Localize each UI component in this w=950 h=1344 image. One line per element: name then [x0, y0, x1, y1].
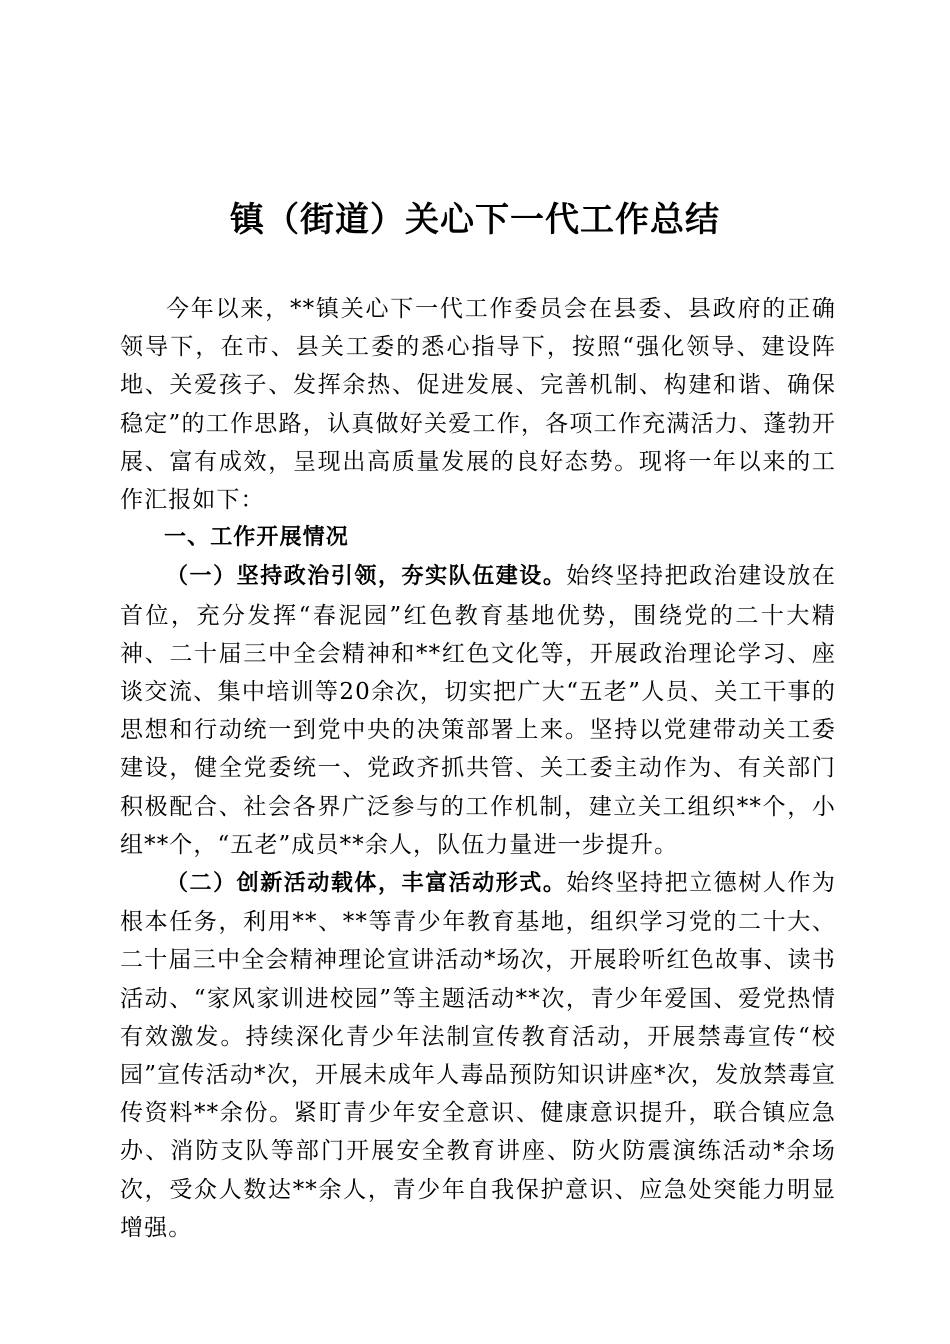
item-2-body: 始终坚持把立德树人作为根本任务，利用**、**等青少年教育基地，组织学习党的二十大、二十届三中全会精神理论宣讲活动*场次，开展聆听红色故事、读书活动、“家风家训进校园”等主题活动**次，青少年爱国、爱党热情有效激发。持续深化青少年法制宣传教育活动，开展禁毒宣传“校园”宣传活动*次，开展未成年人毒品预防知识讲座*次，发放禁毒宣传资料**余份。紧盯青少年安全意识、健康意识提升，联合镇应急办、消防支队等部门开展安全教育讲座、防火防震演练活动*余场次，受众人数达**余人，青少年自我保护意识、应急处突能力明显增强。: [120, 870, 836, 1241]
section-item-2: [120, 864, 836, 1247]
item-2-lead: （二）创新活动载体，丰富活动形式。: [166, 871, 567, 897]
document-title: 镇（街道）关心下一代工作总结: [230, 200, 720, 240]
intro-paragraph: 今年以来，**镇关心下一代工作委员会在县委、县政府的正确领导下，在市、县关工委的悉心指导下，按照“强化领导、建设阵地、关爱孩子、发挥余热、促进发展、完善机制、构建和谐、确保稳定”的工作思路，认真做好关爱工作，各项工作充满活力、蓬勃开展、富有成效，呈现出高质量发展的良好态势。现将一年以来的工作汇报如下：: [120, 296, 836, 514]
item-1-lead: （一）坚持政治引领，夯实队伍建设。: [166, 564, 567, 590]
section-heading: 一、工作开展情况: [164, 525, 349, 551]
item-1-body: 始终坚持把政治建设放在首位，充分发挥“春泥园”红色教育基地优势，围绕党的二十大精神、二十届三中全会精神和**红色文化等，开展政治理论学习、座谈交流、集中培训等20余次，切实把广大“五老”人员、关工干事的思想和行动统一到党中央的决策部署上来。坚持以党建带动关工委建设，健全党委统一、党政齐抓共管、关工委主动作为、有关部门积极配合、社会各界广泛参与的工作机制，建立关工组织**个，小组**个，“五老”成员**余人，队伍力量进一步提升。: [120, 563, 836, 858]
section-item-1: [120, 557, 836, 864]
document-body: [120, 290, 836, 1247]
